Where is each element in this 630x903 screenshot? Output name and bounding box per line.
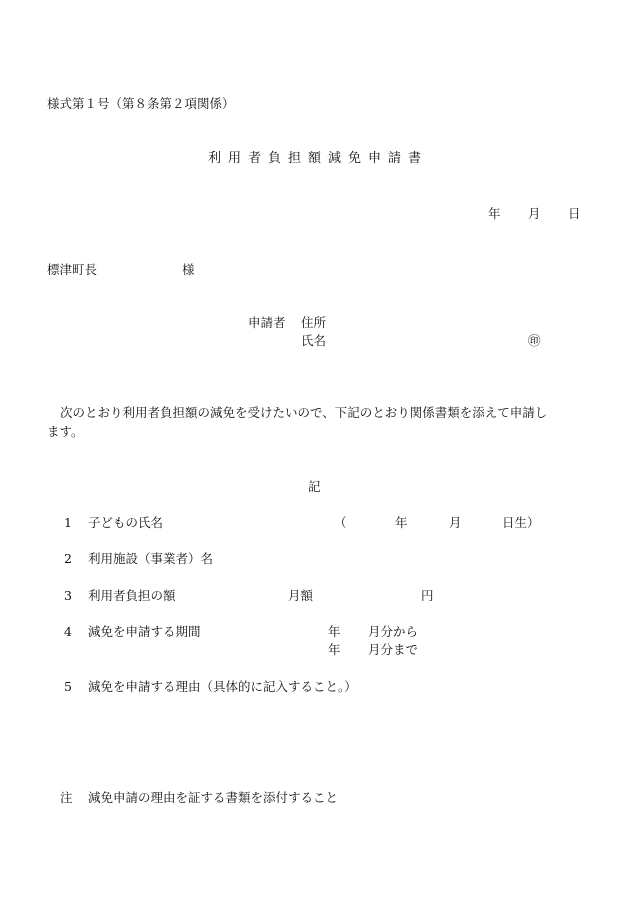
applicant-label: 申請者	[248, 315, 286, 330]
document-title: 利用者負担額減免申請書	[208, 151, 429, 166]
applicant-address-label: 住所	[301, 315, 327, 330]
ki-heading: 記	[308, 479, 321, 494]
item-1-year: 年	[395, 515, 408, 530]
item-1-paren: （	[334, 515, 347, 530]
item-5-number: 5	[64, 679, 72, 694]
item-3-monthly: 月額	[288, 588, 314, 603]
note-text: 減免申請の理由を証する書類を添付すること	[88, 790, 339, 805]
item-3-number: 3	[64, 588, 72, 603]
item-1-month: 月	[449, 515, 462, 530]
date-day: 日	[568, 206, 581, 221]
addressee-name: 標津町長	[47, 262, 98, 277]
item-1-number: 1	[64, 515, 72, 530]
item-4-label: 減免を申請する期間	[88, 624, 201, 639]
form-number: 様式第１号（第８条第２項関係）	[47, 96, 235, 111]
item-5-label: 減免を申請する理由（具体的に記入すること。）	[88, 679, 357, 694]
item-1-label: 子どもの氏名	[88, 515, 164, 530]
seal-mark: ㊞	[528, 333, 541, 348]
body-text-line1: 次のとおり利用者負担額の減免を受けたいので、下記のとおり関係書類を添えて申請し	[60, 405, 548, 420]
item-3-label: 利用者負担の額	[88, 588, 176, 603]
note-label: 注	[60, 790, 73, 805]
item-4-from: 月分から	[368, 624, 419, 639]
item-2-label: 利用施設（事業者）名	[88, 551, 214, 566]
item-3-yen: 円	[421, 588, 434, 603]
addressee-honorific: 様	[182, 262, 195, 277]
item-4-number: 4	[64, 624, 72, 639]
item-4-year-from: 年	[328, 624, 341, 639]
applicant-name-label: 氏名	[301, 333, 327, 348]
date-month: 月	[528, 206, 541, 221]
item-2-number: 2	[64, 551, 72, 566]
item-4-to: 月分まで	[368, 642, 419, 657]
item-1-birth: 日生）	[502, 515, 540, 530]
body-text-line2: ます。	[47, 424, 84, 439]
date-year: 年	[488, 206, 501, 221]
item-4-year-to: 年	[328, 642, 341, 657]
